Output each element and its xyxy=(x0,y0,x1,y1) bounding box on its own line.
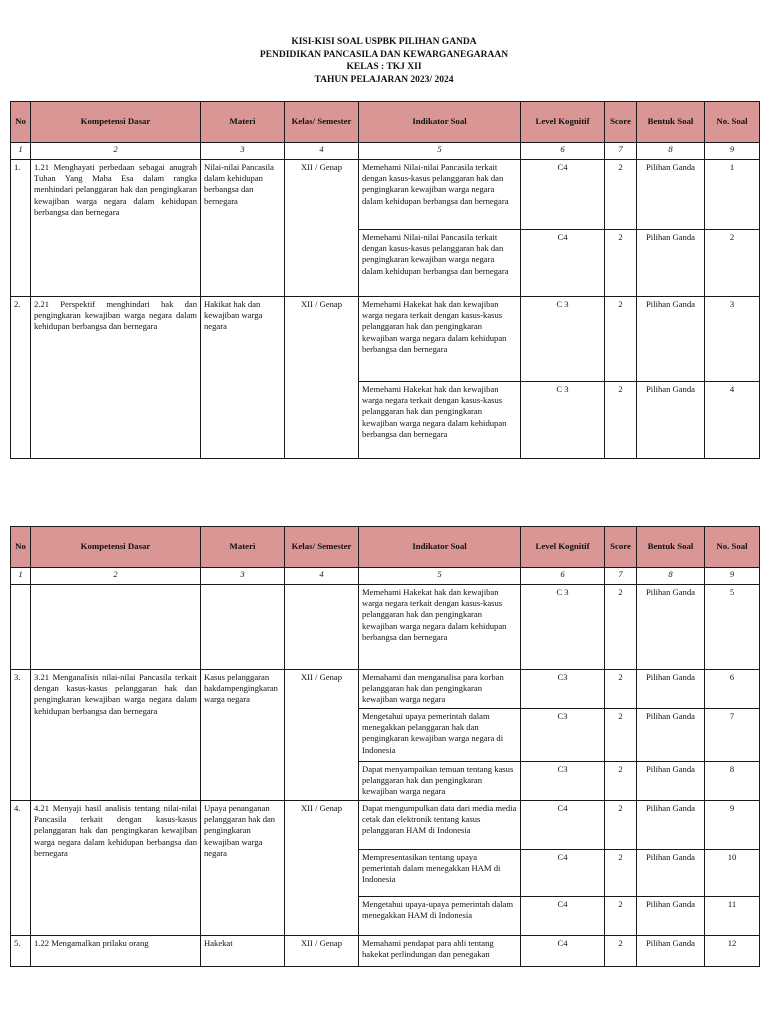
level-kognitif-cell: C4 xyxy=(521,850,605,897)
indikator-soal-cell: Mempresentasikan tentang upaya pemerintah dalam menegakkan HAM di Indonesia xyxy=(359,850,521,897)
column-number: 5 xyxy=(359,143,521,160)
level-kognitif-cell: C4 xyxy=(521,936,605,967)
bentuk-soal-cell: Pilihan Ganda xyxy=(637,801,705,850)
level-kognitif-cell: C4 xyxy=(521,801,605,850)
document-title xyxy=(0,36,768,86)
kelas-semester-cell xyxy=(285,585,359,670)
table-row xyxy=(11,936,760,967)
row-number: 1. xyxy=(11,160,31,297)
row-number: 2. xyxy=(11,297,31,459)
column-number: 6 xyxy=(521,568,605,585)
indikator-soal-cell: Memahami dan menganalisa para korban pelanggaran hak dan pengingkaran kewajiban warga negara xyxy=(359,670,521,709)
materi-cell: Nilai-nilai Pancasila dalam kehidupan berbangsa dan bernegara xyxy=(201,160,285,297)
kompetensi-dasar-cell: 3.21 Menganalisis nilai-nilai Pancasila terkait dengan kasus-kasus pelanggaran hak dan pengingkaran kewajiban warga negara dalam kehidupan berbangsa dan bernegara xyxy=(31,670,201,801)
score-cell: 2 xyxy=(605,160,637,230)
column-number: 7 xyxy=(605,143,637,160)
table-row xyxy=(11,160,760,230)
column-number: 9 xyxy=(705,568,760,585)
bentuk-soal-cell: Pilihan Ganda xyxy=(637,936,705,967)
column-header-kelas: Kelas/ Semester xyxy=(285,527,359,568)
materi-cell: Hakekat xyxy=(201,936,285,967)
indikator-soal-cell: Dapat mengumpulkan data dari media media cetak dan elektronik tentang kasus pelanggaran HAM di Indonesia xyxy=(359,801,521,850)
score-cell: 2 xyxy=(605,850,637,897)
score-cell: 2 xyxy=(605,801,637,850)
no-soal-cell: 3 xyxy=(705,297,760,382)
column-header-indikator: Indikator Soal xyxy=(359,102,521,143)
no-soal-cell: 11 xyxy=(705,897,760,936)
indikator-soal-cell: Memehami Nilai-nilai Pancasila terkait dengan kasus-kasus pelanggaran hak dan pengingkaran kewajiban warga negara dalam kehidupan berbangsa dan bernegara xyxy=(359,160,521,230)
column-header-level: Level Kognitif xyxy=(521,527,605,568)
level-kognitif-cell: C 3 xyxy=(521,297,605,382)
bentuk-soal-cell: Pilihan Ganda xyxy=(637,850,705,897)
column-header-bentuk: Bentuk Soal xyxy=(637,102,705,143)
column-number: 8 xyxy=(637,143,705,160)
score-cell: 2 xyxy=(605,762,637,801)
column-header-no: No xyxy=(11,527,31,568)
column-number: 9 xyxy=(705,143,760,160)
row-number: 4. xyxy=(11,801,31,936)
column-number-row xyxy=(11,143,760,160)
kompetensi-dasar-cell: 2.21 Perspektif menghindari hak dan pengingkaran kewajiban warga negara dalam kehidupan berbangsa dan bernegara xyxy=(31,297,201,459)
column-header-nosoal: No. Soal xyxy=(705,527,760,568)
column-number: 5 xyxy=(359,568,521,585)
column-header-score: Score xyxy=(605,527,637,568)
kelas-semester-cell: XII / Genap xyxy=(285,801,359,936)
column-number: 3 xyxy=(201,568,285,585)
score-cell: 2 xyxy=(605,709,637,762)
column-header-indikator: Indikator Soal xyxy=(359,527,521,568)
column-header-bentuk: Bentuk Soal xyxy=(637,527,705,568)
score-cell: 2 xyxy=(605,297,637,382)
bentuk-soal-cell: Pilihan Ganda xyxy=(637,160,705,230)
title-line-3: KELAS : TKJ XII xyxy=(346,62,422,72)
column-header-kd: Kompetensi Dasar xyxy=(31,102,201,143)
column-header-level: Level Kognitif xyxy=(521,102,605,143)
bentuk-soal-cell: Pilihan Ganda xyxy=(637,897,705,936)
title-line-1: KISI-KISI SOAL USPBK PILIHAN GANDA xyxy=(291,37,477,47)
column-number: 4 xyxy=(285,143,359,160)
row-number: 5. xyxy=(11,936,31,967)
table-row xyxy=(11,670,760,709)
column-number: 8 xyxy=(637,568,705,585)
kisi-kisi-table-1 xyxy=(10,101,760,459)
bentuk-soal-cell: Pilihan Ganda xyxy=(637,297,705,382)
level-kognitif-cell: C 3 xyxy=(521,382,605,459)
no-soal-cell: 4 xyxy=(705,382,760,459)
indikator-soal-cell: Memehami Hakekat hak dan kewajiban warga negara terkait dengan kasus-kasus pelanggaran hak dan pengingkaran kewajiban warga negara dalam kehidupan berbangsa dan bernegara xyxy=(359,382,521,459)
no-soal-cell: 5 xyxy=(705,585,760,670)
indikator-soal-cell: Memahami pendapat para ahli tentang hakekat perlindungan dan penegakan xyxy=(359,936,521,967)
no-soal-cell: 2 xyxy=(705,230,760,297)
row-number xyxy=(11,585,31,670)
score-cell: 2 xyxy=(605,230,637,297)
title-line-4: TAHUN PELAJARAN 2023/ 2024 xyxy=(314,74,454,85)
header-row xyxy=(11,102,760,143)
kompetensi-dasar-cell: 4.21 Menyaji hasil analisis tentang nilai-nilai Pancasila terkait dengan kasus-kasus pelanggaran hak dan pengingkaran kewajiban warga negara dalam kehidupan berbangsa dan bernegara xyxy=(31,801,201,936)
title-line-2: PENDIDIKAN PANCASILA DAN KEWARGANEGARAAN xyxy=(259,49,509,60)
column-number: 1 xyxy=(11,568,31,585)
table-row xyxy=(11,297,760,382)
no-soal-cell: 9 xyxy=(705,801,760,850)
header-row xyxy=(11,527,760,568)
indikator-soal-cell: Mengetahui upaya-upaya pemerintah dalam menegakkan HAM di Indonesia xyxy=(359,897,521,936)
column-header-score: Score xyxy=(605,102,637,143)
materi-cell xyxy=(201,585,285,670)
level-kognitif-cell: C4 xyxy=(521,897,605,936)
kelas-semester-cell: XII / Genap xyxy=(285,670,359,801)
indikator-soal-cell: Memehami Nilai-nilai Pancasila terkait dengan kasus-kasus pelanggaran hak dan pengingkaran kewajiban warga negara dalam kehidupan berbangsa dan bernegara xyxy=(359,230,521,297)
bentuk-soal-cell: Pilihan Ganda xyxy=(637,230,705,297)
kompetensi-dasar-cell xyxy=(31,585,201,670)
bentuk-soal-cell: Pilihan Ganda xyxy=(637,382,705,459)
score-cell: 2 xyxy=(605,585,637,670)
column-number: 2 xyxy=(31,143,201,160)
kompetensi-dasar-cell: 1.21 Menghayati perbedaan sebagai anugrah Tuhan Yang Maha Esa dalam rangka menhindari pelanggaran hak dan pengingkaran kewajiban warga negara dalam kehidupan berbangsa dan bernegara xyxy=(31,160,201,297)
no-soal-cell: 12 xyxy=(705,936,760,967)
kelas-semester-cell: XII / Genap xyxy=(285,160,359,297)
column-header-nosoal: No. Soal xyxy=(705,102,760,143)
column-number: 2 xyxy=(31,568,201,585)
column-number: 6 xyxy=(521,143,605,160)
kompetensi-dasar-cell: 1.22 Mengamalkan prilaku orang xyxy=(31,936,201,967)
row-number: 3. xyxy=(11,670,31,801)
level-kognitif-cell: C3 xyxy=(521,670,605,709)
bentuk-soal-cell: Pilihan Ganda xyxy=(637,762,705,801)
level-kognitif-cell: C 3 xyxy=(521,585,605,670)
column-number: 3 xyxy=(201,143,285,160)
no-soal-cell: 10 xyxy=(705,850,760,897)
no-soal-cell: 1 xyxy=(705,160,760,230)
column-header-kd: Kompetensi Dasar xyxy=(31,527,201,568)
kelas-semester-cell: XII / Genap xyxy=(285,936,359,967)
bentuk-soal-cell: Pilihan Ganda xyxy=(637,709,705,762)
score-cell: 2 xyxy=(605,897,637,936)
column-number: 4 xyxy=(285,568,359,585)
column-header-kelas: Kelas/ Semester xyxy=(285,102,359,143)
table-row xyxy=(11,585,760,670)
column-header-materi: Materi xyxy=(201,527,285,568)
indikator-soal-cell: Mengetahui upaya pemerintah dalam menegakkan pelanggaran hak dan pengingkaran kewajiban warga negara di Indonesia xyxy=(359,709,521,762)
indikator-soal-cell: Memehami Hakekat hak dan kewajiban warga negara terkait dengan kasus-kasus pelanggaran hak dan pengingkaran kewajiban warga negara dalam kehidupan berbangsa dan bernegara xyxy=(359,585,521,670)
level-kognitif-cell: C3 xyxy=(521,709,605,762)
score-cell: 2 xyxy=(605,382,637,459)
materi-cell: Upaya penanganan pelanggaran hak dan pengingkaran kewajiban warga negara xyxy=(201,801,285,936)
no-soal-cell: 6 xyxy=(705,670,760,709)
level-kognitif-cell: C4 xyxy=(521,160,605,230)
level-kognitif-cell: C3 xyxy=(521,762,605,801)
materi-cell: Hakikat hak dan kewajiban warga negara xyxy=(201,297,285,459)
materi-cell: Kasus pelanggaran hakdampengingkaran warga negara xyxy=(201,670,285,801)
bentuk-soal-cell: Pilihan Ganda xyxy=(637,670,705,709)
no-soal-cell: 8 xyxy=(705,762,760,801)
score-cell: 2 xyxy=(605,936,637,967)
indikator-soal-cell: Dapat menyampaikan temuan tentang kasus pelanggaran hak dan pengingkaran kewajiban warga negara xyxy=(359,762,521,801)
column-number: 7 xyxy=(605,568,637,585)
column-number-row xyxy=(11,568,760,585)
level-kognitif-cell: C4 xyxy=(521,230,605,297)
column-header-no: No xyxy=(11,102,31,143)
column-number: 1 xyxy=(11,143,31,160)
table-row xyxy=(11,801,760,850)
kisi-kisi-table-2 xyxy=(10,526,760,967)
column-header-materi: Materi xyxy=(201,102,285,143)
score-cell: 2 xyxy=(605,670,637,709)
kelas-semester-cell: XII / Genap xyxy=(285,297,359,459)
bentuk-soal-cell: Pilihan Ganda xyxy=(637,585,705,670)
no-soal-cell: 7 xyxy=(705,709,760,762)
indikator-soal-cell: Memehami Hakekat hak dan kewajiban warga negara terkait dengan kasus-kasus pelanggaran hak dan pengingkaran kewajiban warga negara dalam kehidupan berbangsa dan bernegara xyxy=(359,297,521,382)
